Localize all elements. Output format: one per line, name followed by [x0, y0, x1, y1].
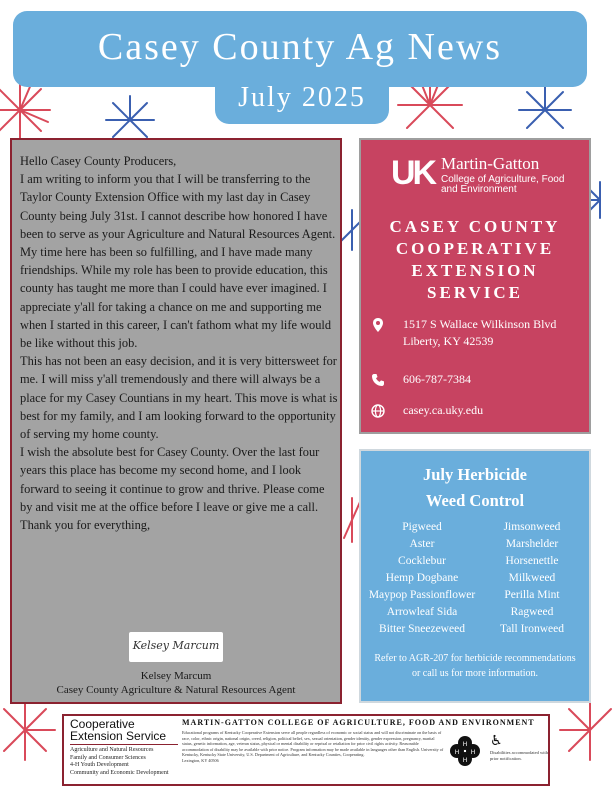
letter-closing: Thank you for everything,	[20, 518, 151, 533]
weed-item: Aster	[409, 538, 435, 550]
weed-item: Horsenettle	[505, 555, 559, 567]
website-link[interactable]: casey.ca.uky.edu	[403, 403, 484, 417]
address-line2: Liberty, KY 42539	[403, 334, 494, 348]
phone-icon	[371, 373, 385, 387]
svg-text:H: H	[454, 749, 460, 756]
weed-item: Milkweed	[508, 572, 556, 584]
herbicide-title-line: July Herbicide	[422, 465, 528, 484]
letter-paragraph: I am writing to inform you that I will be transferring to the Taylor County Extension Office with my last day in Casey County being July 31st. I cannot describe how honored I have been to serve as your Agriculture and Natural Resources Agent. My time here has been so fulfilling, and I have made many friendships. While my role has been to provide education, this county has taught me more than I could have ever imagined. I appreciate y'all for taking a chance on me and supporting me when I started in this career, I can't fathom what my life would be like without this job.	[20, 172, 336, 351]
ces-title-line: Cooperative	[70, 717, 135, 731]
weed-item: Cocklebur	[398, 555, 446, 567]
issue-month: July 2025	[238, 82, 366, 113]
office-title-line: CASEY COUNTY	[389, 217, 561, 236]
wheelchair-icon: ♿	[490, 733, 503, 749]
signature-script: Kelsey Marcum	[132, 639, 220, 652]
weed-item: Jimsonweed	[503, 521, 561, 533]
weed-item: Maypop Passionflower	[368, 589, 476, 601]
accessibility-notice	[490, 734, 548, 761]
svg-text:H: H	[462, 757, 468, 764]
program-item: Agriculture and Natural Resources	[70, 747, 154, 753]
program-list	[70, 747, 180, 777]
program-item: 4-H Youth Development	[70, 762, 129, 768]
weed-column-right	[475, 519, 589, 638]
office-title-line: SERVICE	[427, 283, 523, 302]
4h-clover-icon	[448, 734, 482, 768]
herbicide-note: Refer to AGR-207 for herbicide recommendations or call us for more information.	[374, 653, 576, 679]
uk-logo-mark: UK	[391, 154, 435, 192]
ces-title-line: Extension Service	[70, 729, 167, 743]
letter-paragraph: I wish the absolute best for Casey County. Over the last four years this place has become my second home, and I look forward to seeing it continue to grow and thrive. Please come by and visit me at the office before I leave or give me a call.	[20, 445, 325, 514]
weed-item: Tall Ironweed	[499, 623, 564, 635]
globe-icon	[371, 404, 385, 418]
college-logo	[391, 154, 591, 194]
signature-image	[129, 632, 223, 662]
footer-banner	[62, 714, 550, 786]
weed-item: Hemp Dogbane	[385, 572, 459, 584]
college-subtitle: College of Agriculture, Food and Environment	[441, 174, 565, 195]
weed-item: Perilla Mint	[504, 589, 560, 601]
divider	[70, 744, 178, 745]
legal-location: Lexington, KY 40506	[182, 757, 219, 763]
weed-item: Ragweed	[510, 606, 554, 618]
address-line1: 1517 S Wallace Wilkinson Blvd	[403, 317, 557, 331]
weed-item: Arrowleaf Sida	[386, 606, 458, 618]
phone-number[interactable]: 606-787-7384	[403, 372, 471, 386]
signer-role: Casey County Agriculture & Natural Resources Agent	[56, 684, 296, 696]
map-pin-icon	[371, 318, 385, 332]
herbicide-title	[361, 462, 589, 514]
month-tab	[215, 72, 389, 124]
herbicide-title-line: Weed Control	[425, 491, 525, 510]
letter-paragraph: This has not been an easy decision, and it is very bittersweet for me. I will miss y'all tremendously and there will always be a place for my Casey Countians in my heart. This move is what is best for my family, and I am looking forward to the opportunity of serving my home county.	[20, 354, 338, 442]
office-title-line: COOPERATIVE	[395, 239, 555, 258]
address	[403, 316, 593, 350]
weed-column-left	[365, 519, 479, 638]
extension-office-card	[359, 138, 591, 434]
accessibility-text: Disabilities accommodated with prior notification.	[490, 750, 548, 761]
legal-text: Educational programs of Kentucky Cooperative Extension serve all people regardless of economic or social status and will not discriminate on the basis of race, color, ethnic origin, national origin, creed, religion, political belief, sex, sexual orientation, gender identity, gender expression, pregnancy, marital status, genetic information, age, veteran status, physical or mental disability or reprisal or retaliation for prior civil rights activity. Reasonable accommodation of disability may be available with prior notice. Program information may be made available in languages other than English. University of Kentucky, Kentucky State University, U.S. Department of Agriculture, and Kentucky Counties, Cooperating.	[182, 730, 444, 758]
office-title-line: EXTENSION	[411, 261, 539, 280]
weed-item: Marshelder	[505, 538, 559, 550]
letter-greeting: Hello Casey County Producers,	[20, 154, 177, 168]
farewell-letter	[10, 138, 342, 704]
program-item: Community and Economic Development	[70, 769, 169, 776]
svg-text:H: H	[470, 749, 476, 756]
legal-notice	[182, 730, 444, 780]
herbicide-card	[359, 449, 591, 703]
program-item: Family and Consumer Sciences	[70, 754, 146, 761]
letter-body	[20, 152, 338, 534]
svg-text:H: H	[462, 741, 468, 748]
college-heading: MARTIN-GATTON COLLEGE OF AGRICULTURE, FOOD AND ENVIRONMENT	[182, 718, 535, 727]
weed-item: Pigweed	[402, 521, 442, 533]
weed-item: Bitter Sneezeweed	[379, 623, 465, 635]
office-title	[361, 216, 589, 304]
newsletter-title: Casey County Ag News	[97, 26, 503, 68]
college-name: Martin-Gatton	[441, 154, 540, 173]
signer-name: Kelsey Marcum	[140, 670, 212, 682]
ces-logo-text	[70, 718, 166, 742]
